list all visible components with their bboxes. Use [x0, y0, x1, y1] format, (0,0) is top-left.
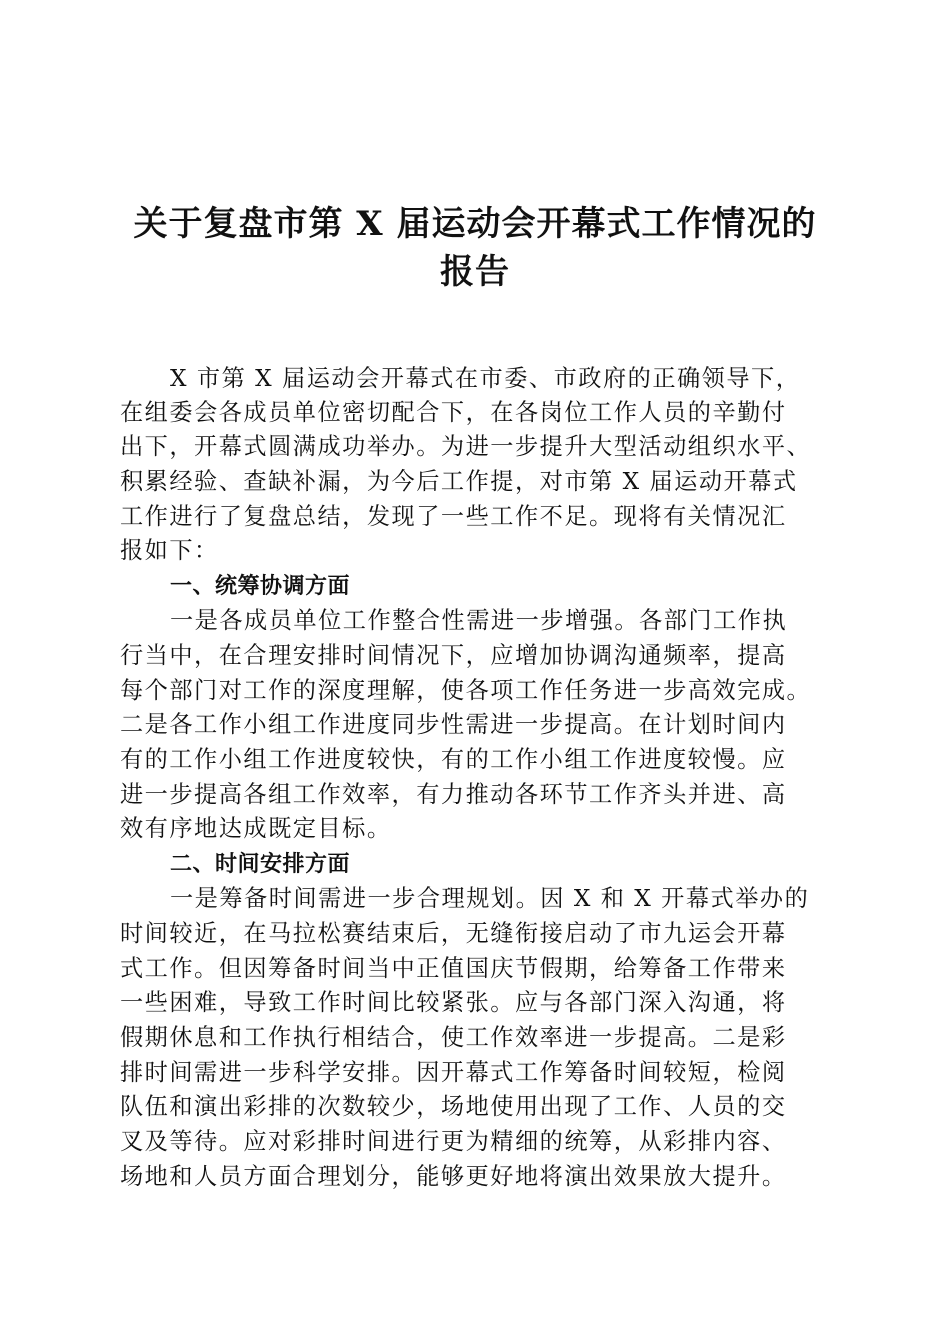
paragraph-line: 工作进行了复盘总结，发现了一些工作不足。现将有关情况汇	[120, 503, 787, 530]
section-heading-coordination: 一、统筹协调方面	[170, 574, 351, 599]
paragraph-line: 场地和人员方面合理划分，能够更好地将演出效果放大提升。	[120, 1163, 787, 1190]
paragraph-line: 队伍和演出彩排的次数较少，场地使用出现了工作、人员的交	[120, 1093, 787, 1120]
paragraph-line: 每个部门对工作的深度理解，使各项工作任务进一步高效完成。	[120, 677, 812, 704]
document-title-line-1: 关于复盘市第 X 届运动会开幕式工作情况的	[133, 204, 817, 244]
paragraph-line: 行当中，在合理安排时间情况下，应增加协调沟通频率，提高	[120, 642, 787, 669]
paragraph-line: 一些困难，导致工作时间比较紧张。应与各部门深入沟通，将	[120, 989, 787, 1016]
paragraph-line: 式工作。但因筹备时间当中正值国庆节假期，给筹备工作带来	[120, 955, 787, 982]
paragraph-line: 一是筹备时间需进一步合理规划。因 X 和 X 开幕式举办的	[170, 885, 810, 912]
paragraph-line: 进一步提高各组工作效率，有力推动各环节工作齐头并进、高	[120, 781, 787, 808]
paragraph-line: X 市第 X 届运动会开幕式在市委、市政府的正确领导下，	[170, 365, 801, 392]
paragraph-line: 有的工作小组工作进度较快，有的工作小组工作进度较慢。应	[120, 746, 787, 773]
paragraph-line: 排时间需进一步科学安排。因开幕式工作筹备时间较短，检阅	[120, 1059, 787, 1086]
paragraph-line: 二是各工作小组工作进度同步性需进一步提高。在计划时间内	[120, 711, 787, 738]
paragraph-line: 时间较近，在马拉松赛结束后，无缝衔接启动了市九运会开幕	[120, 920, 787, 947]
paragraph-line: 叉及等待。应对彩排时间进行更为精细的统筹，从彩排内容、	[120, 1128, 787, 1155]
paragraph-line: 假期休息和工作执行相结合，使工作效率进一步提高。二是彩	[120, 1024, 787, 1051]
paragraph-line: 积累经验、查缺补漏，为今后工作提，对市第 X 届运动开幕式	[120, 468, 798, 495]
paragraph-line: 效有序地达成既定目标。	[120, 815, 392, 842]
section-heading-schedule: 二、时间安排方面	[170, 852, 351, 877]
document-title-line-2: 报告	[440, 252, 510, 292]
paragraph-line: 报如下：	[120, 537, 219, 564]
paragraph-line: 出下，开幕式圆满成功举办。为进一步提升大型活动组织水平、	[120, 433, 812, 460]
paragraph-line: 一是各成员单位工作整合性需进一步增强。各部门工作执	[170, 607, 788, 634]
paragraph-line: 在组委会各成员单位密切配合下，在各岗位工作人员的辛勤付	[120, 399, 787, 426]
